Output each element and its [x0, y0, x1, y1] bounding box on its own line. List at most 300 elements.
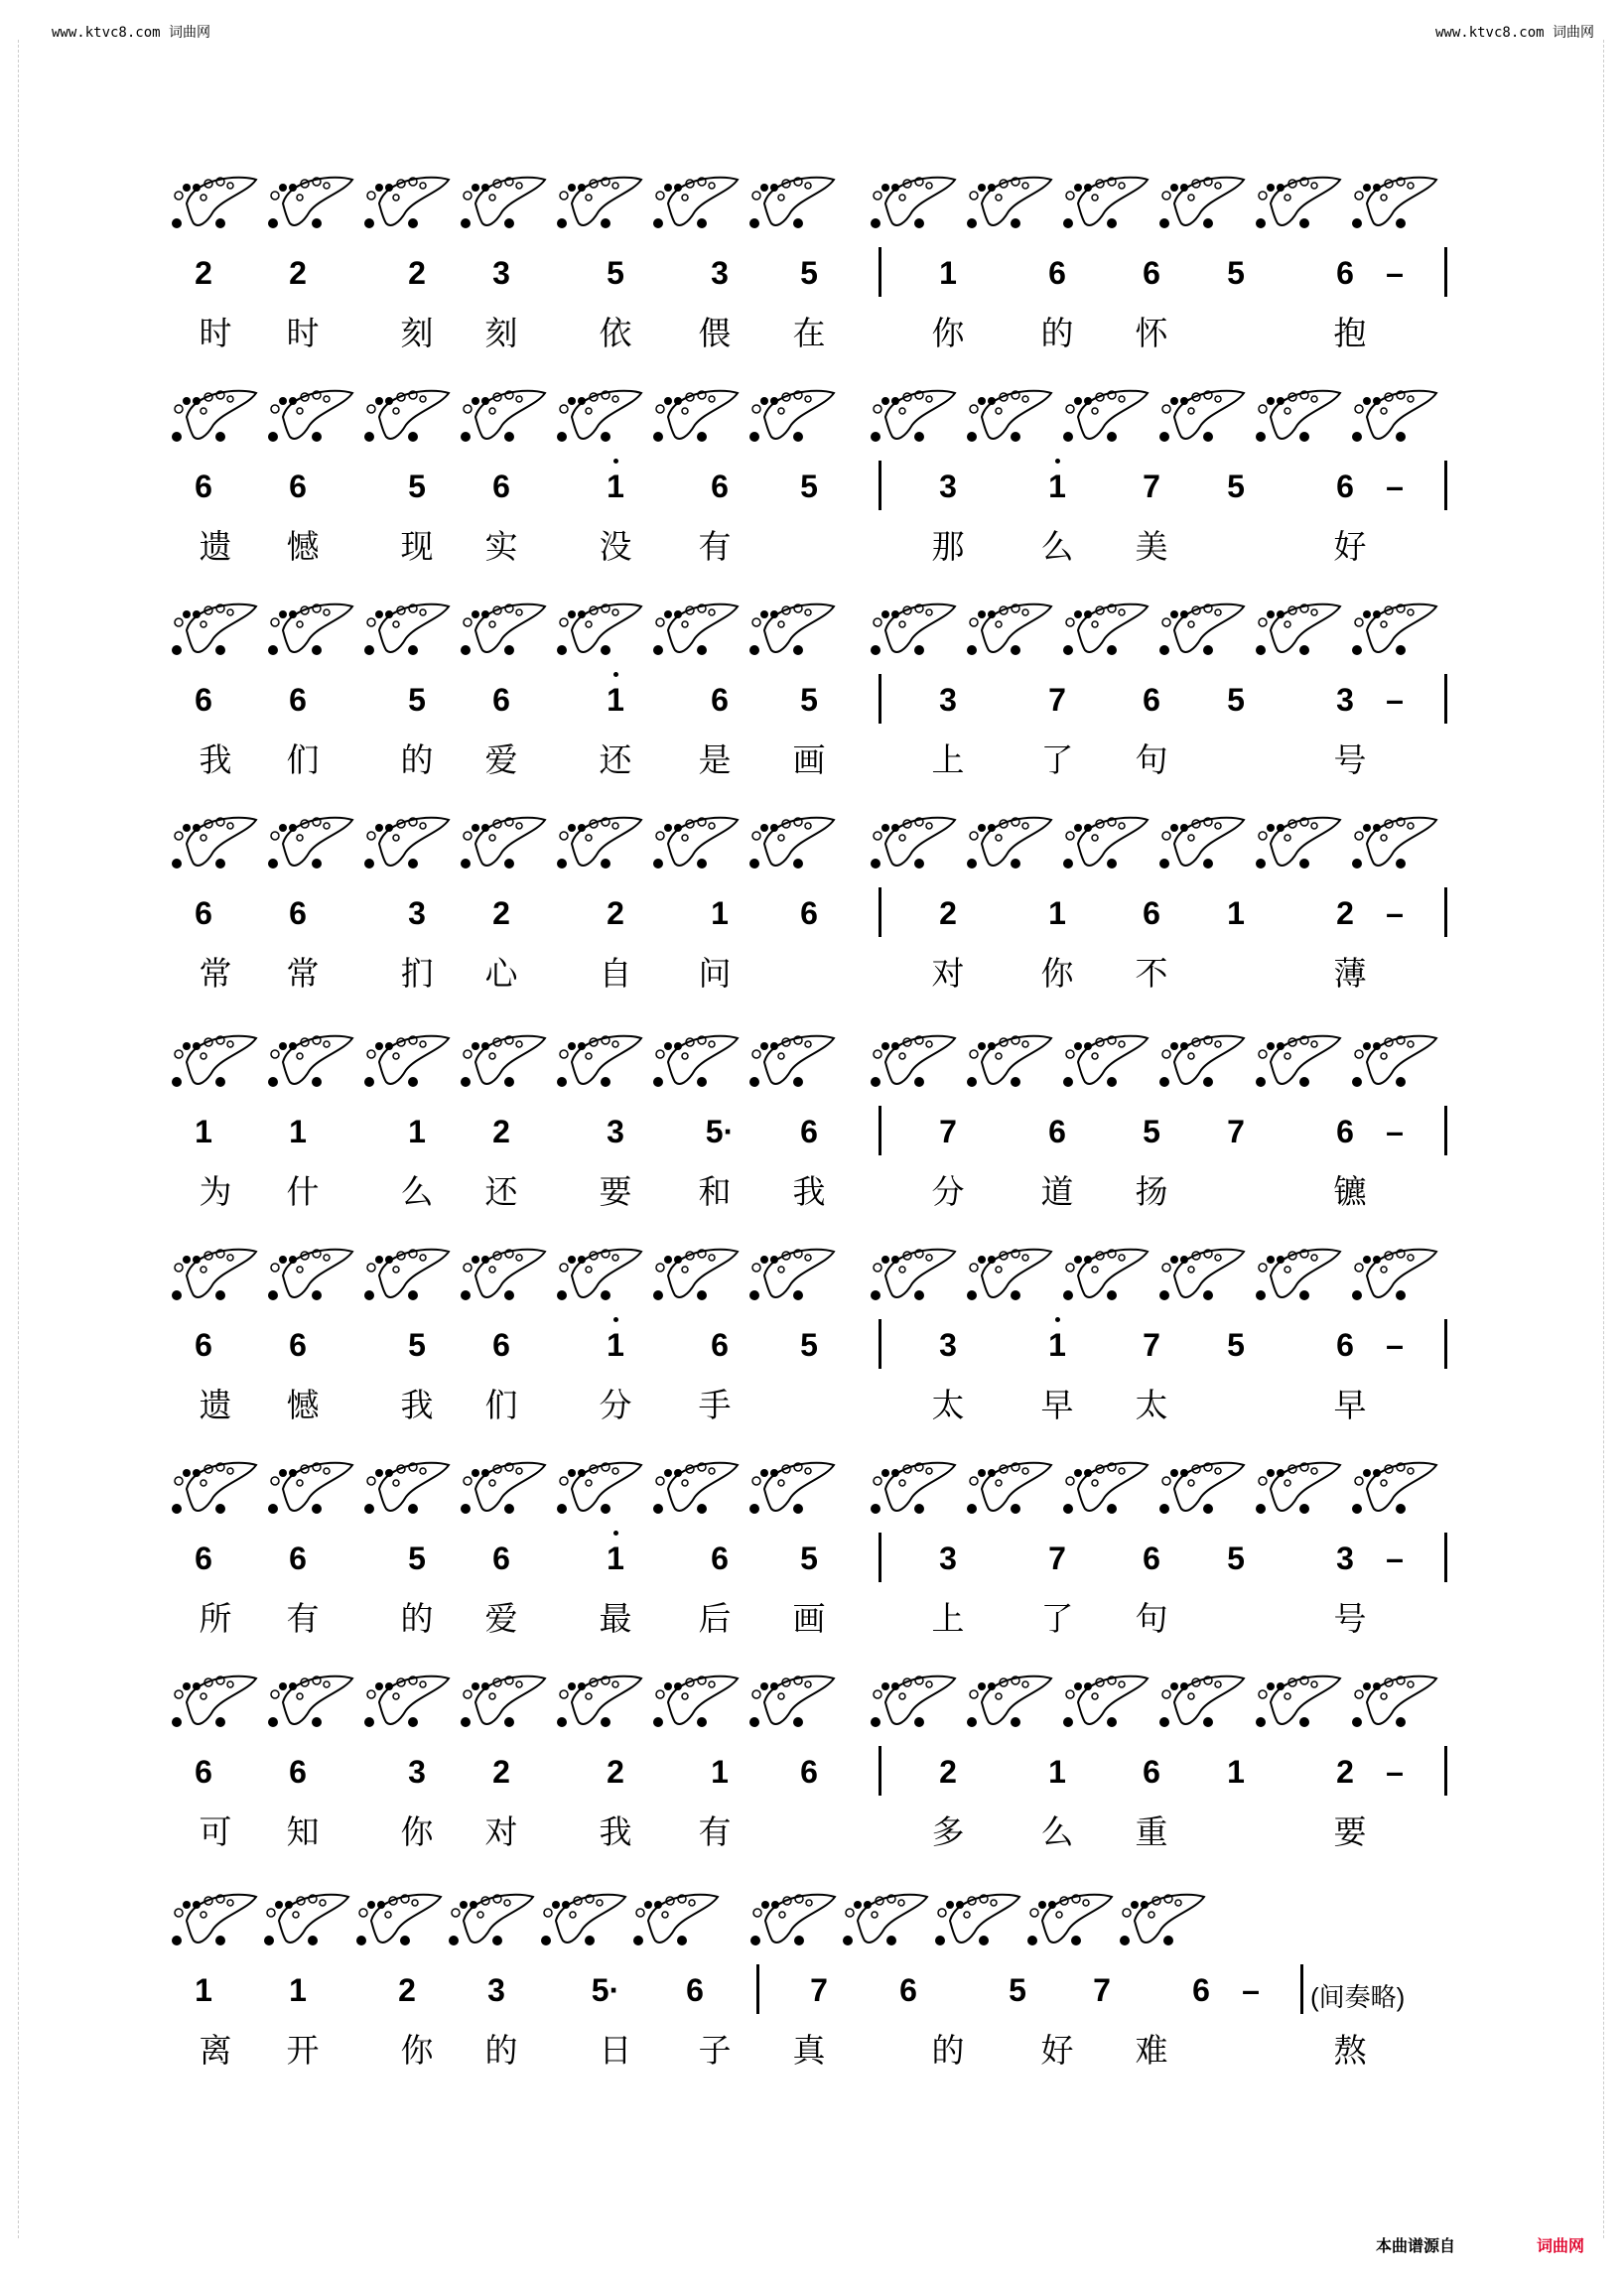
lyrics-row	[0, 1593, 1624, 1638]
ocarina-fingering-icon	[650, 174, 742, 233]
note-text: 6	[289, 682, 307, 718]
lyric-char: 和	[698, 1172, 732, 1211]
note-text: 1	[408, 1114, 426, 1149]
note-text: 1	[1048, 469, 1066, 504]
note	[397, 1112, 437, 1151]
bar-line	[1444, 1106, 1447, 1155]
note	[481, 893, 521, 933]
lyric-char: 有	[698, 1812, 732, 1851]
lyric-char: 了	[1040, 1599, 1074, 1638]
bar-line	[1444, 1533, 1447, 1582]
lyrics-row	[0, 735, 1624, 779]
note-text: 1	[1048, 895, 1066, 931]
ocarina-fingering-icon	[1253, 1032, 1344, 1092]
ocarina-fingering-icon	[964, 1032, 1055, 1092]
ocarina-fingering-icon	[868, 1459, 959, 1519]
ocarina-fingering-icon	[1349, 601, 1440, 660]
note-text: 1	[607, 469, 624, 504]
ocarina-fingering-icon	[1156, 1459, 1248, 1519]
ocarina-fingering-icon	[538, 1891, 629, 1950]
note-text: 1	[607, 1327, 624, 1363]
lyric-char: 早	[1333, 1386, 1367, 1424]
ocarina-fingering-icon	[1156, 1673, 1248, 1732]
lyric-char: 所	[199, 1599, 232, 1638]
ocarina-fingering-icon	[650, 1246, 742, 1305]
note	[928, 1752, 968, 1792]
note	[1216, 1752, 1256, 1792]
fingering-row	[169, 1673, 1429, 1742]
score-line	[0, 1246, 1624, 1454]
fingering-row	[169, 174, 1429, 243]
high-octave-dot	[1055, 459, 1060, 464]
ocarina-fingering-icon	[1253, 387, 1344, 447]
footer-brand: 词曲网	[1536, 2236, 1584, 2255]
note-text: 1	[939, 255, 957, 291]
note	[278, 680, 318, 720]
sustain-dash	[1375, 893, 1415, 933]
score-line	[0, 1891, 1624, 2099]
note	[1037, 253, 1077, 293]
lyric-char: 我	[400, 1386, 434, 1424]
ocarina-fingering-icon	[554, 601, 645, 660]
note-text: 6	[1192, 1972, 1210, 2008]
ocarina-fingering-icon	[1060, 387, 1151, 447]
note	[481, 1539, 521, 1578]
lyric-char: 对	[484, 1812, 518, 1851]
sustain-dash	[1375, 467, 1415, 506]
ocarina-fingering-icon	[932, 1891, 1023, 1950]
sustain-dash	[1375, 253, 1415, 293]
note	[928, 680, 968, 720]
ocarina-fingering-icon	[554, 814, 645, 873]
note-text: 6	[195, 895, 212, 931]
note-text: 3	[408, 895, 426, 931]
note	[278, 253, 318, 293]
high-octave-dot	[613, 459, 618, 464]
note-text: 3	[408, 1754, 426, 1790]
ocarina-fingering-icon	[458, 1459, 549, 1519]
lyric-char: 对	[931, 954, 965, 993]
ocarina-fingering-icon	[1156, 601, 1248, 660]
lyric-char: 上	[931, 740, 965, 779]
note-text: –	[1242, 1972, 1260, 2008]
ocarina-fingering-icon	[650, 1459, 742, 1519]
note	[278, 467, 318, 506]
bar-line	[879, 461, 881, 510]
note	[586, 1970, 625, 2010]
note-text: 6	[492, 1327, 510, 1363]
ocarina-fingering-icon	[361, 601, 453, 660]
ocarina-fingering-icon	[361, 1459, 453, 1519]
lyric-char: 重	[1135, 1812, 1168, 1851]
note-text: 6	[1143, 255, 1160, 291]
lyric-char: 刻	[400, 314, 434, 352]
note-text: 3	[939, 1327, 957, 1363]
note	[397, 1325, 437, 1365]
high-octave-dot	[613, 1317, 618, 1322]
lyric-char: 多	[931, 1812, 965, 1851]
note	[1325, 253, 1365, 293]
note-text: 6	[686, 1972, 704, 2008]
note	[888, 1970, 928, 2010]
lyric-char: 的	[931, 2031, 965, 2070]
lyrics-row	[0, 1166, 1624, 1211]
note	[184, 1112, 223, 1151]
header-left-url: www.ktvc8.com 词曲网	[52, 25, 211, 41]
lyric-char: 么	[1040, 1812, 1074, 1851]
ocarina-fingering-icon	[1156, 174, 1248, 233]
note-text: 3	[607, 1114, 624, 1149]
note	[397, 467, 437, 506]
note	[1325, 893, 1365, 933]
ocarina-fingering-icon	[1349, 814, 1440, 873]
note	[481, 253, 521, 293]
ocarina-fingering-icon	[746, 601, 838, 660]
ocarina-fingering-icon	[1253, 814, 1344, 873]
lyrics-row	[0, 1807, 1624, 1851]
lyric-char: 有	[698, 527, 732, 566]
note	[397, 1752, 437, 1792]
note	[184, 893, 223, 933]
sustain-dash	[1375, 680, 1415, 720]
ocarina-fingering-icon	[868, 1673, 959, 1732]
lyric-char: 我	[199, 740, 232, 779]
note	[700, 680, 740, 720]
ocarina-fingering-icon	[868, 174, 959, 233]
sustain-dash	[1375, 1112, 1415, 1151]
ocarina-fingering-icon	[1156, 387, 1248, 447]
note-text: 7	[1048, 1541, 1066, 1576]
note-text: 1	[289, 1972, 307, 2008]
ocarina-fingering-icon	[1349, 1459, 1440, 1519]
ocarina-fingering-icon	[265, 1032, 356, 1092]
lyric-char: 憾	[286, 1386, 320, 1424]
bar-line	[1300, 1964, 1303, 2014]
lyric-char: 最	[599, 1599, 632, 1638]
fingering-row	[169, 814, 1429, 883]
lyric-char: 在	[792, 314, 826, 352]
ocarina-fingering-icon	[169, 387, 260, 447]
ocarina-fingering-icon	[554, 174, 645, 233]
note	[1132, 253, 1171, 293]
note-text: 2	[607, 895, 624, 931]
high-octave-dot	[613, 1531, 618, 1536]
bar-line	[879, 247, 881, 297]
ocarina-fingering-icon	[265, 174, 356, 233]
note-text: 5	[800, 1327, 818, 1363]
ocarina-fingering-icon	[353, 1891, 445, 1950]
notation-row	[0, 1112, 1624, 1161]
note-text: 6	[1143, 895, 1160, 931]
note-text: 6	[800, 1754, 818, 1790]
lyric-char: 薄	[1333, 954, 1367, 993]
lyric-char: 什	[286, 1172, 320, 1211]
ocarina-fingering-icon	[868, 387, 959, 447]
score-line	[0, 387, 1624, 596]
lyric-char: 真	[792, 2031, 826, 2070]
ocarina-fingering-icon	[265, 1673, 356, 1732]
ocarina-fingering-icon	[746, 1246, 838, 1305]
ocarina-fingering-icon	[964, 1246, 1055, 1305]
lyric-char: 扬	[1135, 1172, 1168, 1211]
notation-row	[0, 1539, 1624, 1588]
ocarina-fingering-icon	[746, 387, 838, 447]
lyric-char: 开	[286, 2031, 320, 2070]
note-text: 3	[1336, 682, 1354, 718]
fingering-row	[169, 387, 1429, 457]
note-text: 1	[195, 1114, 212, 1149]
note-text: 5	[1227, 1541, 1245, 1576]
note-text: 5	[800, 469, 818, 504]
note-text: 6	[1143, 682, 1160, 718]
note-text: 1	[1048, 1754, 1066, 1790]
note-text: 6	[195, 1327, 212, 1363]
note	[1216, 467, 1256, 506]
note	[278, 1325, 318, 1365]
score-line	[0, 174, 1624, 382]
note	[1132, 680, 1171, 720]
lyrics-row	[0, 1380, 1624, 1424]
note	[928, 467, 968, 506]
ocarina-fingering-icon	[746, 814, 838, 873]
note-text: 6	[195, 469, 212, 504]
ocarina-fingering-icon	[458, 1032, 549, 1092]
lyric-char: 你	[400, 2031, 434, 2070]
note-text: 6	[1336, 1114, 1354, 1149]
sustain-dash	[1231, 1970, 1271, 2010]
note-text: 5	[1227, 255, 1245, 291]
note-text: 2	[289, 255, 307, 291]
lyric-char: 扪	[400, 954, 434, 993]
ocarina-fingering-icon	[361, 1673, 453, 1732]
note-text: 5	[408, 1327, 426, 1363]
note	[1216, 253, 1256, 293]
note-text: 1	[607, 682, 624, 718]
header-right-url: www.ktvc8.com 词曲网	[1434, 25, 1594, 41]
note-text: 7	[1048, 682, 1066, 718]
bar-line	[1444, 461, 1447, 510]
note-text: 3	[939, 1541, 957, 1576]
note	[1132, 1325, 1171, 1365]
ocarina-fingering-icon	[361, 174, 453, 233]
bar-line	[879, 1106, 881, 1155]
ocarina-fingering-icon	[265, 1459, 356, 1519]
note	[596, 1539, 635, 1578]
note-text: 6	[711, 469, 729, 504]
ocarina-fingering-icon	[554, 1032, 645, 1092]
ocarina-fingering-icon	[554, 1246, 645, 1305]
note	[184, 680, 223, 720]
lyric-char: 句	[1135, 740, 1168, 779]
ocarina-fingering-icon	[169, 1459, 260, 1519]
bar-line	[1444, 887, 1447, 937]
note	[1325, 1539, 1365, 1578]
note	[278, 1539, 318, 1578]
lyric-char: 的	[400, 1599, 434, 1638]
lyric-char: 好	[1333, 527, 1367, 566]
lyric-char: 手	[698, 1386, 732, 1424]
lyric-char: 我	[792, 1172, 826, 1211]
note-text: 5	[408, 469, 426, 504]
ocarina-fingering-icon	[458, 1673, 549, 1732]
notation-row	[0, 253, 1624, 303]
ocarina-fingering-icon	[746, 1673, 838, 1732]
note	[928, 1539, 968, 1578]
lyric-char: 没	[599, 527, 632, 566]
lyric-char: 美	[1135, 527, 1168, 566]
bar-line	[879, 887, 881, 937]
sustain-dash	[1375, 1325, 1415, 1365]
note-text: 6	[195, 682, 212, 718]
ocarina-fingering-icon	[650, 601, 742, 660]
interlude-label: (间奏略)	[1310, 1982, 1406, 2012]
ocarina-fingering-icon	[1253, 1673, 1344, 1732]
ocarina-fingering-icon	[746, 1032, 838, 1092]
note-text: 6	[289, 1754, 307, 1790]
note	[596, 253, 635, 293]
note-text: 1	[607, 1541, 624, 1576]
note	[1181, 1970, 1221, 2010]
ocarina-fingering-icon	[1349, 174, 1440, 233]
note-text: 5	[800, 1541, 818, 1576]
note	[1082, 1970, 1122, 2010]
note-text: 1	[1227, 895, 1245, 931]
ocarina-fingering-icon	[458, 387, 549, 447]
bar-line	[1444, 674, 1447, 724]
note-text: 5	[1143, 1114, 1160, 1149]
ocarina-fingering-icon	[964, 601, 1055, 660]
lyric-char: 子	[698, 2031, 732, 2070]
ocarina-fingering-icon	[1060, 1246, 1151, 1305]
ocarina-fingering-icon	[169, 601, 260, 660]
note	[481, 1752, 521, 1792]
lyric-char: 熬	[1333, 2031, 1367, 2070]
lyric-char: 可	[199, 1812, 232, 1851]
note	[397, 680, 437, 720]
fingering-row	[169, 1032, 1429, 1102]
note-text: 5	[1009, 1972, 1026, 2008]
lyric-char: 常	[286, 954, 320, 993]
ocarina-fingering-icon	[458, 1246, 549, 1305]
note-text: 5·	[705, 1114, 735, 1149]
lyric-char: 好	[1040, 2031, 1074, 2070]
note-text: –	[1386, 1114, 1404, 1149]
bar-line	[879, 1533, 881, 1582]
lyric-char: 的	[1040, 314, 1074, 352]
note-text: 2	[939, 1754, 957, 1790]
note-text: 5	[1227, 682, 1245, 718]
note-text: 6	[1048, 1114, 1066, 1149]
note	[1325, 467, 1365, 506]
note	[596, 893, 635, 933]
lyric-char: 后	[698, 1599, 732, 1638]
note-text: –	[1386, 895, 1404, 931]
note	[1216, 893, 1256, 933]
note-text: –	[1386, 469, 1404, 504]
lyric-char: 要	[599, 1172, 632, 1211]
lyric-char: 离	[199, 2031, 232, 2070]
ocarina-fingering-icon	[169, 174, 260, 233]
lyric-char: 句	[1135, 1599, 1168, 1638]
note-text: 6	[1048, 255, 1066, 291]
lyric-char: 那	[931, 527, 965, 566]
note-text: 2	[492, 895, 510, 931]
fingering-row	[169, 601, 1429, 670]
ocarina-fingering-icon	[746, 174, 838, 233]
note	[278, 1752, 318, 1792]
note-text: 6	[195, 1754, 212, 1790]
lyric-char: 分	[931, 1172, 965, 1211]
note	[596, 1325, 635, 1365]
note	[1325, 1112, 1365, 1151]
note	[596, 1752, 635, 1792]
note	[789, 1325, 829, 1365]
note-text: 6	[899, 1972, 917, 2008]
note-text: 2	[607, 1754, 624, 1790]
note	[928, 253, 968, 293]
note	[1037, 1752, 1077, 1792]
ocarina-fingering-icon	[1253, 601, 1344, 660]
lyric-char: 我	[599, 1812, 632, 1851]
ocarina-fingering-icon	[1253, 1459, 1344, 1519]
lyric-char: 你	[931, 314, 965, 352]
note-text: 5	[800, 682, 818, 718]
ocarina-fingering-icon	[1024, 1891, 1116, 1950]
note	[397, 893, 437, 933]
note	[1132, 893, 1171, 933]
ocarina-fingering-icon	[1156, 1032, 1248, 1092]
lyric-char: 早	[1040, 1386, 1074, 1424]
note-text: 6	[711, 1541, 729, 1576]
note-text: 6	[1336, 255, 1354, 291]
note	[700, 1112, 740, 1151]
ocarina-fingering-icon	[458, 174, 549, 233]
ocarina-fingering-icon	[361, 1032, 453, 1092]
note	[675, 1970, 715, 2010]
notation-row	[0, 467, 1624, 516]
bar-line	[756, 1964, 759, 2014]
ocarina-fingering-icon	[265, 601, 356, 660]
ocarina-fingering-icon	[964, 387, 1055, 447]
ocarina-fingering-icon	[1156, 1246, 1248, 1305]
note-text: 3	[487, 1972, 505, 2008]
note	[789, 1752, 829, 1792]
note	[481, 1325, 521, 1365]
bar-line	[1444, 1319, 1447, 1369]
lyric-char: 心	[484, 954, 518, 993]
note	[1037, 1112, 1077, 1151]
lyric-char: 实	[484, 527, 518, 566]
note-text: 7	[1227, 1114, 1245, 1149]
bar-line	[879, 1746, 881, 1796]
ocarina-fingering-icon	[1156, 814, 1248, 873]
sustain-dash	[1375, 1539, 1415, 1578]
note-text: 5	[408, 1541, 426, 1576]
lyric-char: 号	[1333, 740, 1367, 779]
lyric-char: 是	[698, 740, 732, 779]
note-text: 7	[810, 1972, 828, 2008]
note	[789, 253, 829, 293]
bar-line	[879, 1319, 881, 1369]
lyrics-row	[0, 521, 1624, 566]
note-text: 5·	[591, 1972, 620, 2008]
lyric-char: 自	[599, 954, 632, 993]
ocarina-fingering-icon	[554, 1673, 645, 1732]
note	[1132, 1752, 1171, 1792]
lyric-char: 们	[484, 1386, 518, 1424]
lyrics-row	[0, 948, 1624, 993]
lyric-char: 还	[599, 740, 632, 779]
